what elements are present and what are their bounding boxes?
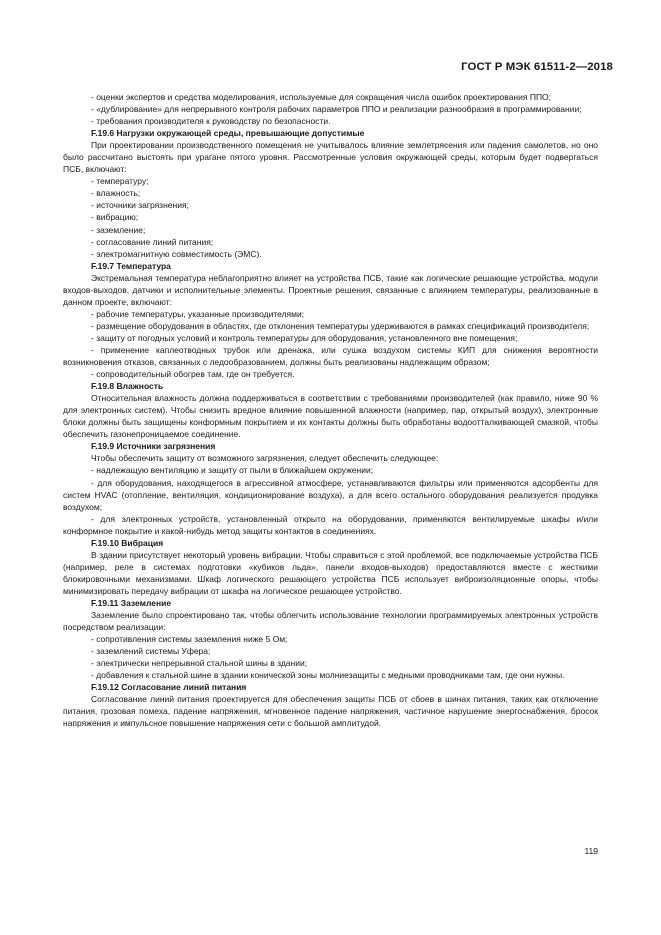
section-heading: F.19.10 Вибрация: [91, 537, 164, 548]
list-item: - «дублирование» для непрерывного контроля рабочих параметров ППО и реализации разнообразия в программировании;: [91, 104, 582, 115]
list-item: - вибрацию;: [91, 212, 139, 223]
list-item: - рабочие температуры, указанные производителями;: [91, 308, 305, 319]
paragraph: Согласование линий питания проектируется для обеспечения защиты ПСБ от сбоев в шинах питания, таких как отключение питания, грозовая помеха, падение напряжения, мгновенное падение напряжения, частичное нарушение энергоснабжения, бросок напряжения и импульсное повышение напряжения сети с большой амплитудой.: [63, 694, 598, 729]
paragraph: Заземление было спроектировано так, чтобы облегчить использование технологии программируемых электронных устройств посредством реализации:: [63, 610, 598, 633]
document-header: ГОСТ Р МЭК 61511-2—2018: [461, 61, 613, 73]
section-heading: F.19.7 Температура: [91, 260, 171, 271]
list-item: - размещение оборудования в областях, где отклонения температуры удерживаются в рамках спецификаций производителя;: [91, 320, 590, 331]
list-item: - для электронных устройств, установленный открыто на оборудовании, применяются вентилируемые шкафы и/или конформное покрытие и какой-нибудь метод защиты контактов в соединениях.: [63, 513, 598, 536]
list-item: - электрически непрерывной стальной шины в здании;: [91, 658, 308, 669]
section-heading: F.19.6 Нагрузки окружающей среды, превышающие допустимые: [91, 128, 365, 139]
paragraph: При проектировании производственного помещения не учитывалось влияние землетрясения или падения самолетов, но оно было рассчитано выстоять при урагане пятого уровня. Рассмотренные условия окружающей среды, которым будет подвергаться ПСБ, включают:: [63, 140, 598, 175]
paragraph: Экстремальная температура неблагоприятно влияет на устройства ПСБ, такие как логические решающие устройства, модули входов-выходов, датчики и исполнительные элементы. Проектные решения, связанные с влиянием температуры, реализованные в данном проекте, включают:: [63, 272, 598, 307]
section-heading: F.19.11 Заземление: [91, 597, 172, 608]
page-number: 119: [584, 846, 598, 856]
paragraph: В здании присутствует некоторый уровень вибрации. Чтобы справиться с этой проблемой, все подключаемые устройства ПСБ (например, реле в системах подготовки «кубиков льда», панели входов-выходов) предоставляются вместе с жесткими блокировочными механизмами. Шкаф логического решающего устройства ПСБ использует виброизоляционные опоры, чтобы минимизировать передачу вибрации от шкафа на логическое решающее устройство.: [63, 549, 598, 596]
document-body: [63, 91, 598, 729]
list-item: - сопротивления системы заземления ниже 5 Ом;: [91, 634, 288, 645]
section-heading: F.19.8 Влажность: [91, 381, 164, 392]
list-item: - применение каплеотводных трубок или дренажа, или сушка воздухом системы КИП для снижения вероятности возникновения отказов, связанных с ледообразованием, должны быть реализованы надлежащим образом;: [63, 344, 598, 368]
list-item: - влажность;: [91, 188, 141, 199]
list-item: - для оборудования, находящегося в агрессивной атмосфере, устанавливаются фильтры или применяются адсорбенты для систем HVAC (отопление, вентиляция, кондиционирование воздуха), а для всего остального оборудования реализуется продувка воздухом;: [63, 477, 598, 512]
list-item: - заземлений системы Уфера;: [91, 646, 211, 657]
list-item: - согласование линий питания;: [91, 236, 214, 247]
list-item: - источники загрязнения;: [91, 200, 189, 211]
list-item: - защиту от погодных условий и контроль температуры для оборудования, установленного вне помещения;: [91, 332, 518, 343]
list-item: - электромагнитную совместимость (ЭМС).: [91, 248, 262, 259]
list-item: - оценки экспертов и средства моделирования, используемые для сокращения числа ошибок проектирования ППО;: [91, 92, 552, 102]
list-item: - требования производителя к руководству по безопасности.: [91, 116, 331, 127]
section-heading: F.19.9 Источники загрязнения: [91, 441, 216, 452]
list-item: - температуру;: [91, 176, 149, 187]
list-item: - заземление;: [91, 224, 146, 235]
list-item: - надлежащую вентиляцию и защиту от пыли в ближайшем окружении;: [91, 465, 374, 476]
list-item: - добавления к стальной шине в здании конической зоны молниезащиты с медными проводниками там, где они нужны.: [91, 670, 565, 681]
paragraph: Чтобы обеспечить защиту от возможного загрязнения, следует обеспечить следующее:: [91, 453, 439, 464]
section-heading: F.19.12 Согласование линий питания: [91, 682, 247, 693]
paragraph: Относительная влажность должна поддерживаться в соответствии с требованиями производителей (как правило, ниже 90 % для электронных систем). Чтобы снизить вредное влияние повышенной влажности (например, пар, открытый воздух), электронные блоки должны быть защищены конформным покрытием и их контакты должны быть обработаны водоотталкивающей смазкой, чтобы обеспечить газонепроницаемое соединение.: [63, 393, 598, 440]
list-item: - сопроводительный обогрев там, где он требуется.: [91, 369, 295, 380]
